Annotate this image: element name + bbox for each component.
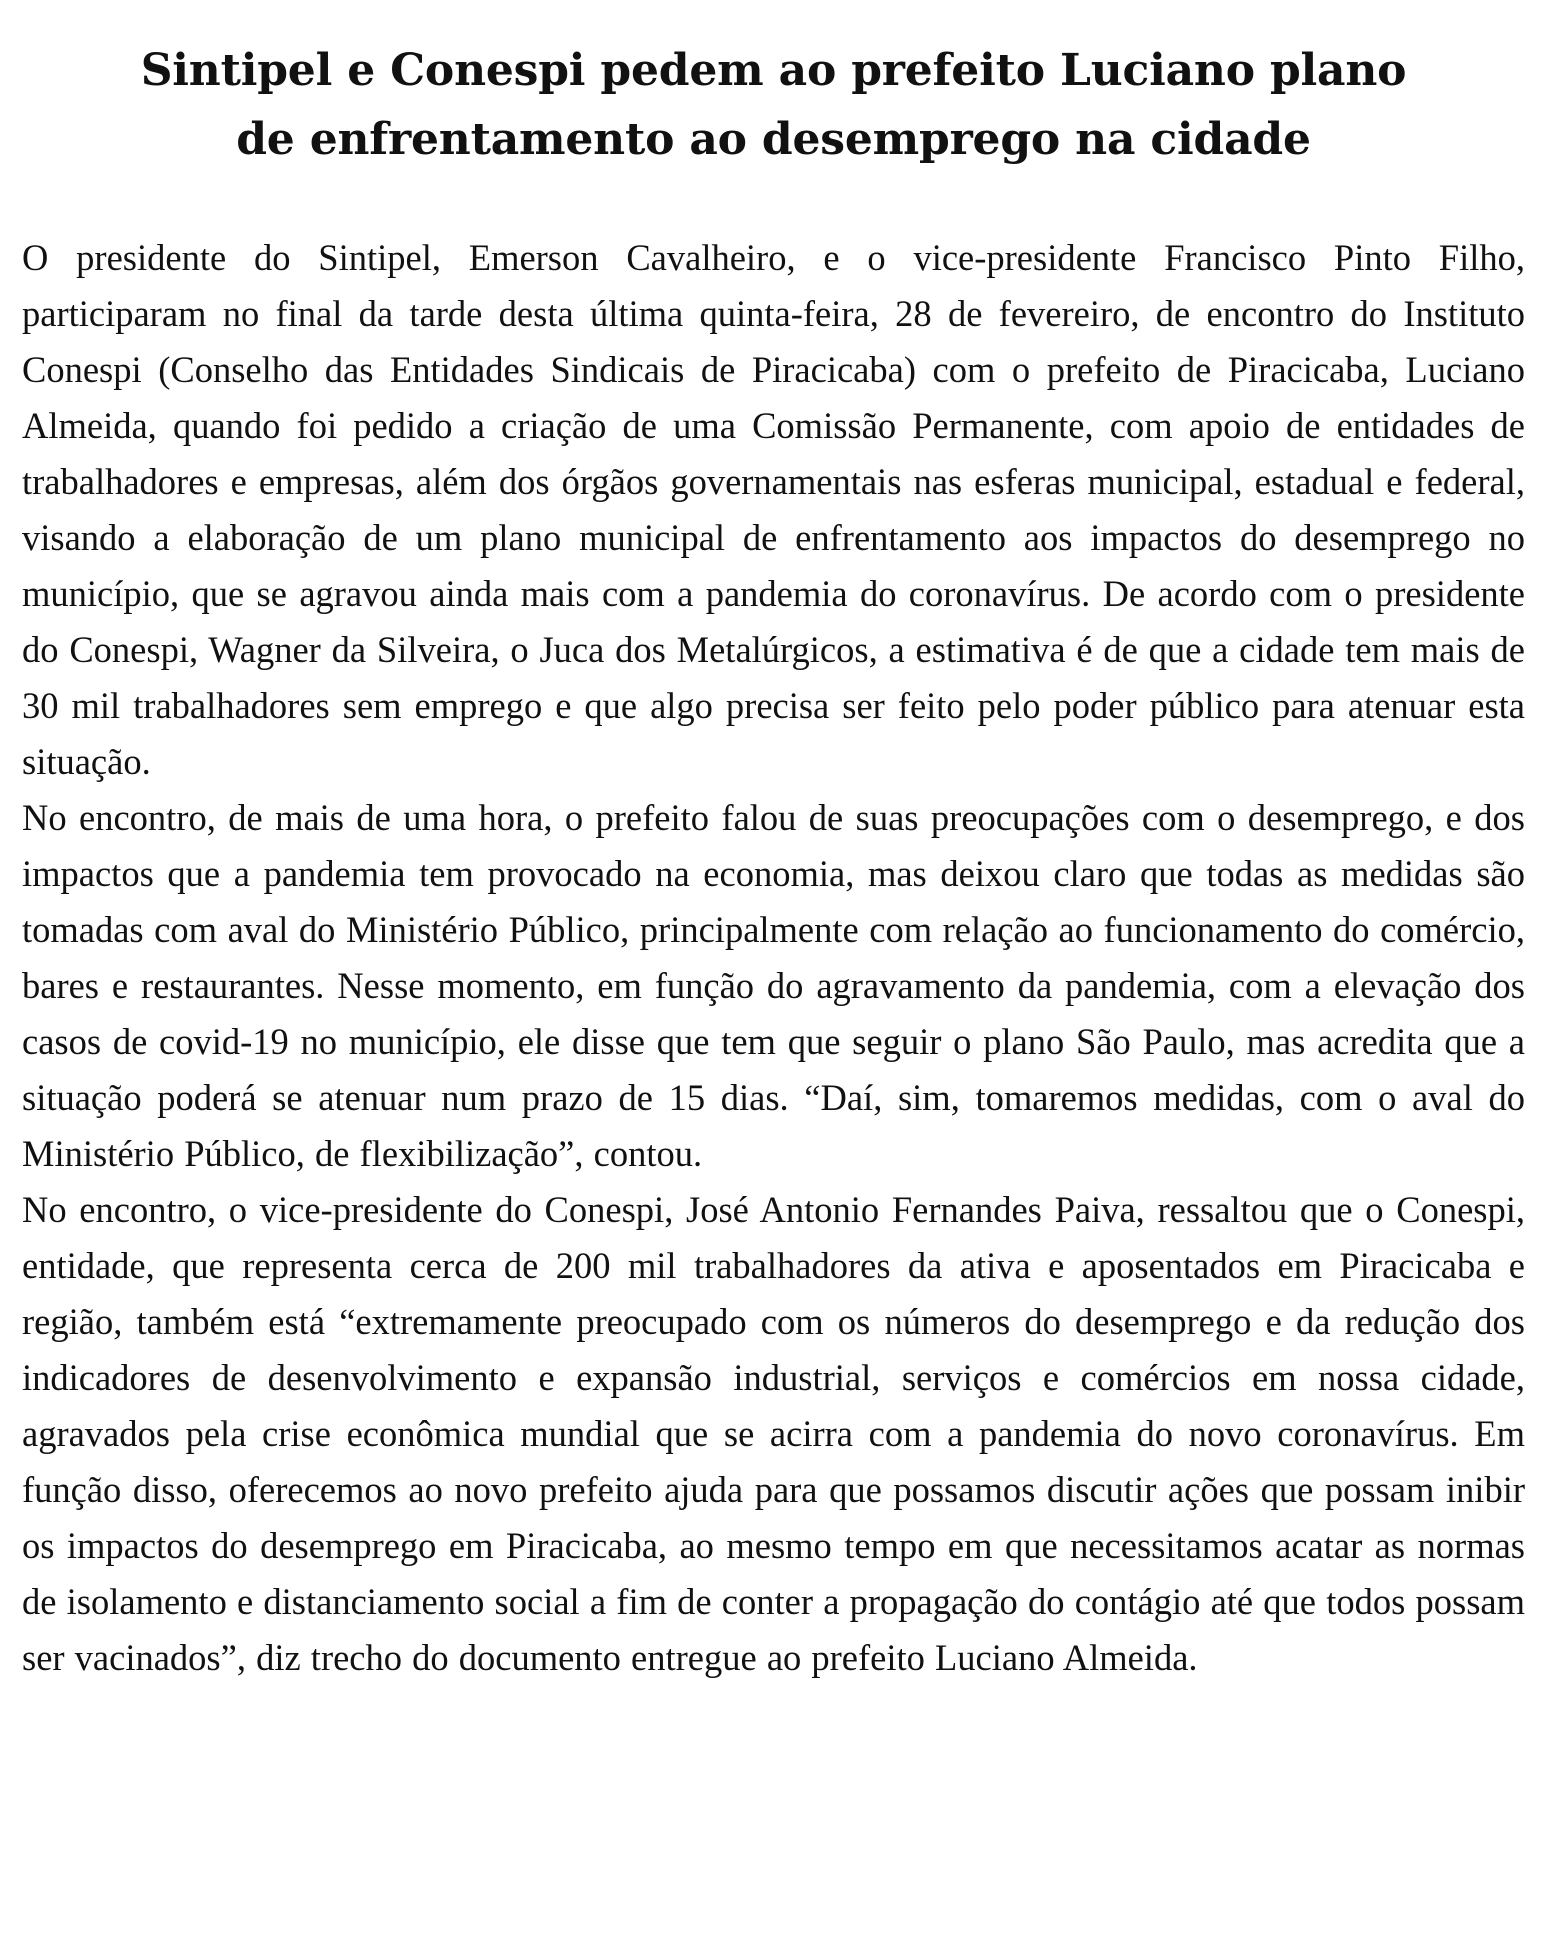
- article-paragraph-1: O presidente do Sintipel, Emerson Cavalheiro, e o vice-presidente Francisco Pinto Filho, participaram no final da tarde desta última quinta-feira, 28 de fevereiro, de encontro do Instituto Conespi (Conselho das Entidades Sindicais de Piracicaba) com o prefeito de Piracicaba, Luciano Almeida, quando foi pedido a criação de uma Comissão Permanente, com apoio de entidades de trabalhadores e empresas, além dos órgãos governamentais nas esferas municipal, estadual e federal, visando a elaboração de um plano municipal de enfrentamento aos impactos do desemprego no município, que se agravou ainda mais com a pandemia do coronavírus. De acordo com o presidente do Conespi, Wagner da Silveira, o Juca dos Metalúrgicos, a estimativa é de que a cidade tem mais de 30 mil trabalhadores sem emprego e que algo precisa ser feito pelo poder público para atenuar esta situação.: [22, 237, 1525, 782]
- article-paragraph-2: No encontro, de mais de uma hora, o prefeito falou de suas preocupações com o desemprego, e dos impactos que a pandemia tem provocado na economia, mas deixou claro que todas as medidas são tomadas com aval do Ministério Público, principalmente com relação ao funcionamento do comércio, bares e restaurantes. Nesse momento, em função do agravamento da pandemia, com a elevação dos casos de covid-19 no município, ele disse que tem que seguir o plano São Paulo, mas acredita que a situação poderá se atenuar num prazo de 15 dias. “Daí, sim, tomaremos medidas, com o aval do Ministério Público, de flexibilização”, contou.: [22, 797, 1525, 1174]
- article-title: [22, 36, 1525, 174]
- article-title-line-1: Sintipel e Conespi pedem ao prefeito Luciano plano: [140, 45, 1407, 96]
- article-title-line-2: de enfrentamento ao desemprego na cidade: [236, 114, 1311, 165]
- article-paragraph-3: No encontro, o vice-presidente do Conespi, José Antonio Fernandes Paiva, ressaltou que o Conespi, entidade, que representa cerca de 200 mil trabalhadores da ativa e aposentados em Piracicaba e região, também está “extremamente preocupado com os números do desemprego e da redução dos indicadores de desenvolvimento e expansão industrial, serviços e comércios em nossa cidade, agravados pela crise econômica mundial que se acirra com a pandemia do novo coronavírus. Em função disso, oferecemos ao novo prefeito ajuda para que possamos discutir ações que possam inibir os impactos do desemprego em Piracicaba, ao mesmo tempo em que necessitamos acatar as normas de isolamento e distanciamento social a fim de conter a propagação do contágio até que todos possam ser vacinados”, diz trecho do documento entregue ao prefeito Luciano Almeida.: [22, 1189, 1525, 1678]
- article-body: [22, 230, 1525, 1686]
